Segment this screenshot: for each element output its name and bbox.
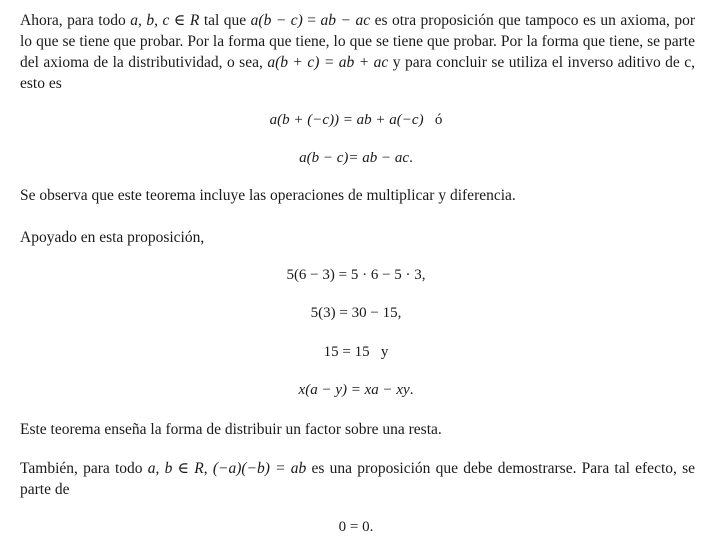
paragraph-support: Apoyado en esta proposición, [20,229,205,246]
equation-example-3: 15 = 15 y [323,344,389,360]
equation-suffix: ó [423,112,443,128]
equation-zero: 0 = 0. [338,519,374,535]
text-run: ∈ [172,460,195,477]
math-expression: a(b − c) [250,12,303,29]
equation-example-2: 5(3) = 30 − 15, [310,305,402,321]
math-set-r: R [194,460,204,477]
equation-math: a(b − c)= ab − ac [299,150,410,166]
math-variables: a, b [147,460,173,477]
math-set-r: R [189,12,200,29]
paragraph-negative-product [20,458,695,500]
paragraph-distributive-theorem [20,10,695,94]
math-expression: a(b + c) = ab + ac [267,54,389,71]
text-run: es una proposición que debe demostrarse. Para tal efecto, se parte de [20,460,696,498]
equation-math: a(b + (−c)) = ab + a(−c) [269,112,424,128]
text-run: es otra proposición que tampoco es un axioma, por lo que se tiene que probar. Por la forma que tiene, lo que se tiene que probar. Por la forma que tiene, se parte del axioma de la distributividad, o sea, [20,12,695,71]
text-run: y para concluir se utiliza el inverso aditivo de c, esto es [20,54,696,92]
math-expression: (−a)(−b) = ab [212,460,307,477]
equation-distributive-difference [0,148,712,168]
math-expression: ab − ac [320,12,371,29]
text-run: = [302,12,321,29]
text-run: ∈ [169,12,190,29]
text-run: También, para todo [20,460,148,477]
equation-example-4 [0,380,712,400]
text-run: tal que [199,12,251,29]
equation-suffix: . [409,150,413,166]
paragraph-theorem-teaching: Este teorema enseña la forma de distribuir un factor sobre una resta. [20,421,442,438]
equation-additive-inverse [0,110,712,130]
paragraph-observation: Se observa que este teorema incluye las operaciones de multiplicar y diferencia. [20,187,516,204]
text-run: , [203,460,213,477]
equation-example-1: 5(6 − 3) = 5 · 6 − 5 · 3, [286,267,426,283]
equation-suffix: . [409,382,414,398]
text-run: Ahora, para todo [20,12,131,29]
equation-math: x(a − y) = xa − xy [298,382,410,398]
math-variables: a, b, c [130,12,170,29]
